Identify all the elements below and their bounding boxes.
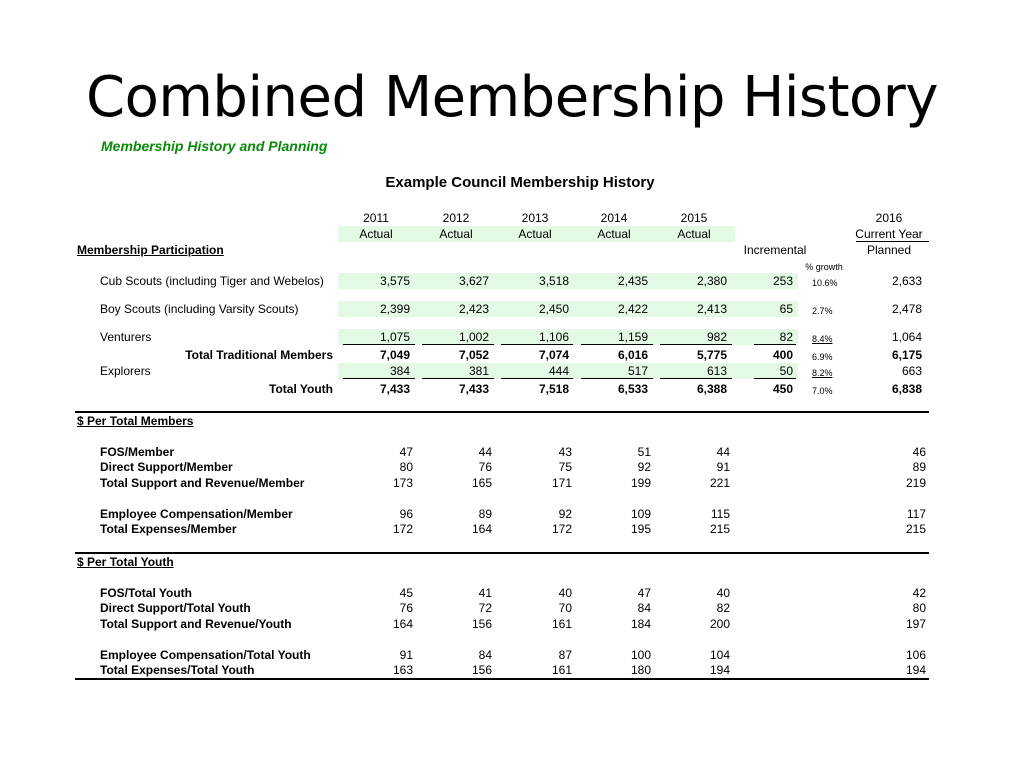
cell-value: 3,575 xyxy=(379,274,410,288)
row-label: FOS/Total Youth xyxy=(100,586,192,600)
row-label: Employee Compensation/Member xyxy=(100,507,293,521)
cell-value: 156 xyxy=(471,663,492,677)
cell-value: 2,413 xyxy=(696,302,727,316)
incremental-value: 50 xyxy=(779,364,793,378)
cell-value: 75 xyxy=(558,460,572,474)
cell-value: 215 xyxy=(709,522,730,536)
year-header: 2014 xyxy=(600,211,628,225)
planned-value: 106 xyxy=(905,648,926,662)
cell-value: 172 xyxy=(392,522,413,536)
planned-label: Planned xyxy=(866,243,912,257)
planned-value: 2,478 xyxy=(891,302,922,316)
cell-value: 7,049 xyxy=(379,348,410,362)
row-label: Total Expenses/Total Youth xyxy=(100,663,255,677)
cell-value: 47 xyxy=(637,586,651,600)
cell-value: 76 xyxy=(399,601,413,615)
cell-value: 165 xyxy=(471,476,492,490)
cell-value: 2,422 xyxy=(617,302,648,316)
cell-value: 84 xyxy=(637,601,651,615)
cell-value: 163 xyxy=(392,663,413,677)
cell-value: 164 xyxy=(471,522,492,536)
cell-value: 381 xyxy=(468,364,489,378)
cell-value: 199 xyxy=(630,476,651,490)
incremental-label: Incremental xyxy=(743,243,807,257)
planned-value: 6,838 xyxy=(891,382,922,396)
planned-value: 194 xyxy=(905,663,926,677)
planned-value: 2,633 xyxy=(891,274,922,288)
cell-value: 80 xyxy=(399,460,413,474)
cell-value: 6,388 xyxy=(696,382,727,396)
cell-value: 3,627 xyxy=(458,274,489,288)
year-header: 2016 xyxy=(875,211,903,225)
cell-value: 41 xyxy=(478,586,492,600)
growth-value: 10.6% xyxy=(812,278,838,288)
cell-underline xyxy=(501,378,573,379)
cell-value: 613 xyxy=(706,364,727,378)
cell-underline xyxy=(422,344,494,345)
section-heading-participation: Membership Participation xyxy=(77,243,224,257)
header-underline xyxy=(856,241,929,242)
planned-value: 219 xyxy=(905,476,926,490)
row-label: Total Traditional Members xyxy=(185,348,333,362)
row-label: Cub Scouts (including Tiger and Webelos) xyxy=(100,274,324,288)
row-label: Total Expenses/Member xyxy=(100,522,237,536)
cell-value: 72 xyxy=(478,601,492,615)
incremental-value: 253 xyxy=(772,274,793,288)
year-header: 2015 xyxy=(680,211,708,225)
cell-value: 92 xyxy=(637,460,651,474)
planned-value: 80 xyxy=(912,601,926,615)
cell-value: 6,533 xyxy=(617,382,648,396)
planned-value: 197 xyxy=(905,617,926,631)
cell-underline xyxy=(343,378,415,379)
cell-value: 7,518 xyxy=(538,382,569,396)
section-rule xyxy=(75,552,929,554)
cell-value: 40 xyxy=(716,586,730,600)
cell-underline xyxy=(660,344,732,345)
incremental-value: 65 xyxy=(779,302,793,316)
cell-value: 45 xyxy=(399,586,413,600)
row-label: Total Youth xyxy=(269,382,333,396)
cell-value: 6,016 xyxy=(617,348,648,362)
growth-value: 8.4% xyxy=(812,334,833,344)
row-label: Employee Compensation/Total Youth xyxy=(100,648,311,662)
growth-value: 6.9% xyxy=(812,352,833,362)
per-youth-heading: $ Per Total Youth xyxy=(77,555,174,569)
cell-underline xyxy=(422,378,494,379)
year-header: 2012 xyxy=(442,211,470,225)
planned-value: 42 xyxy=(912,586,926,600)
planned-value: 46 xyxy=(912,445,926,459)
cell-value: 76 xyxy=(478,460,492,474)
table-title: Example Council Membership History xyxy=(385,174,655,191)
cell-value: 982 xyxy=(706,330,727,344)
cell-value: 43 xyxy=(558,445,572,459)
subtitle: Membership History and Planning xyxy=(101,138,328,154)
cell-value: 92 xyxy=(558,507,572,521)
cell-value: 47 xyxy=(399,445,413,459)
cell-value: 2,435 xyxy=(617,274,648,288)
row-label: Total Support and Revenue/Youth xyxy=(100,617,292,631)
cell-value: 195 xyxy=(630,522,651,536)
type-header: Actual xyxy=(439,227,473,241)
cell-value: 91 xyxy=(399,648,413,662)
table-bottom-rule xyxy=(75,678,929,680)
row-label: Direct Support/Member xyxy=(100,460,233,474)
cell-value: 7,433 xyxy=(458,382,489,396)
cell-value: 91 xyxy=(716,460,730,474)
cell-value: 7,074 xyxy=(538,348,569,362)
row-label: Direct Support/Total Youth xyxy=(100,601,251,615)
cell-value: 1,002 xyxy=(458,330,489,344)
growth-value: 2.7% xyxy=(812,306,833,316)
cell-value: 2,450 xyxy=(538,302,569,316)
cell-value: 40 xyxy=(558,586,572,600)
planned-value: 663 xyxy=(901,364,922,378)
cell-value: 7,052 xyxy=(458,348,489,362)
cell-value: 3,518 xyxy=(538,274,569,288)
growth-label: % growth xyxy=(805,262,843,272)
incremental-value: 450 xyxy=(772,382,793,396)
row-label: Explorers xyxy=(100,364,151,378)
cell-value: 184 xyxy=(630,617,651,631)
cell-value: 194 xyxy=(709,663,730,677)
planned-value: 117 xyxy=(906,507,926,521)
type-header: Actual xyxy=(597,227,631,241)
cell-value: 82 xyxy=(716,601,730,615)
type-header: Actual xyxy=(677,227,711,241)
cell-value: 1,075 xyxy=(379,330,410,344)
section-rule xyxy=(75,411,929,413)
cell-value: 100 xyxy=(630,648,651,662)
cell-value: 51 xyxy=(637,445,651,459)
cell-value: 384 xyxy=(389,364,410,378)
cell-value: 96 xyxy=(399,507,413,521)
cell-underline xyxy=(581,344,653,345)
planned-value: 6,175 xyxy=(891,348,922,362)
cell-value: 115 xyxy=(710,507,730,521)
page-title: Combined Membership History xyxy=(86,65,938,130)
year-header: 2011 xyxy=(363,211,389,225)
row-label: FOS/Member xyxy=(100,445,175,459)
cell-value: 517 xyxy=(627,364,648,378)
cell-value: 87 xyxy=(558,648,572,662)
incremental-value: 82 xyxy=(779,330,793,344)
row-label: Total Support and Revenue/Member xyxy=(100,476,305,490)
cell-value: 109 xyxy=(630,507,651,521)
type-header: Actual xyxy=(359,227,393,241)
growth-value: 7.0% xyxy=(812,386,833,396)
growth-value: 8.2% xyxy=(812,368,833,378)
cell-value: 156 xyxy=(471,617,492,631)
cell-value: 161 xyxy=(551,617,572,631)
cell-value: 2,423 xyxy=(458,302,489,316)
cell-value: 1,159 xyxy=(617,330,648,344)
cell-value: 221 xyxy=(709,476,730,490)
cell-underline xyxy=(660,378,732,379)
current-year-label: Current Year xyxy=(855,227,923,241)
cell-value: 44 xyxy=(478,445,492,459)
cell-underline xyxy=(754,344,796,345)
cell-value: 180 xyxy=(630,663,651,677)
per-member-heading: $ Per Total Members xyxy=(77,414,194,428)
cell-value: 2,380 xyxy=(696,274,727,288)
cell-value: 44 xyxy=(716,445,730,459)
type-header: Actual xyxy=(518,227,552,241)
cell-value: 172 xyxy=(551,522,572,536)
cell-value: 200 xyxy=(709,617,730,631)
cell-value: 104 xyxy=(709,648,730,662)
cell-underline xyxy=(581,378,653,379)
cell-value: 2,399 xyxy=(379,302,410,316)
cell-value: 89 xyxy=(478,507,492,521)
incremental-value: 400 xyxy=(772,348,793,362)
planned-value: 89 xyxy=(912,460,926,474)
row-label: Venturers xyxy=(100,330,152,344)
cell-value: 5,775 xyxy=(696,348,727,362)
cell-value: 164 xyxy=(392,617,413,631)
cell-value: 161 xyxy=(551,663,572,677)
row-label: Boy Scouts (including Varsity Scouts) xyxy=(100,302,299,316)
cell-underline xyxy=(754,378,796,379)
cell-value: 444 xyxy=(548,364,569,378)
cell-value: 7,433 xyxy=(379,382,410,396)
cell-value: 1,106 xyxy=(538,330,569,344)
year-header: 2013 xyxy=(521,211,549,225)
cell-value: 84 xyxy=(478,648,492,662)
cell-underline xyxy=(501,344,573,345)
planned-value: 1,064 xyxy=(891,330,922,344)
cell-value: 173 xyxy=(392,476,413,490)
cell-value: 171 xyxy=(551,476,572,490)
cell-value: 70 xyxy=(558,601,572,615)
cell-underline xyxy=(343,344,415,345)
planned-value: 215 xyxy=(905,522,926,536)
